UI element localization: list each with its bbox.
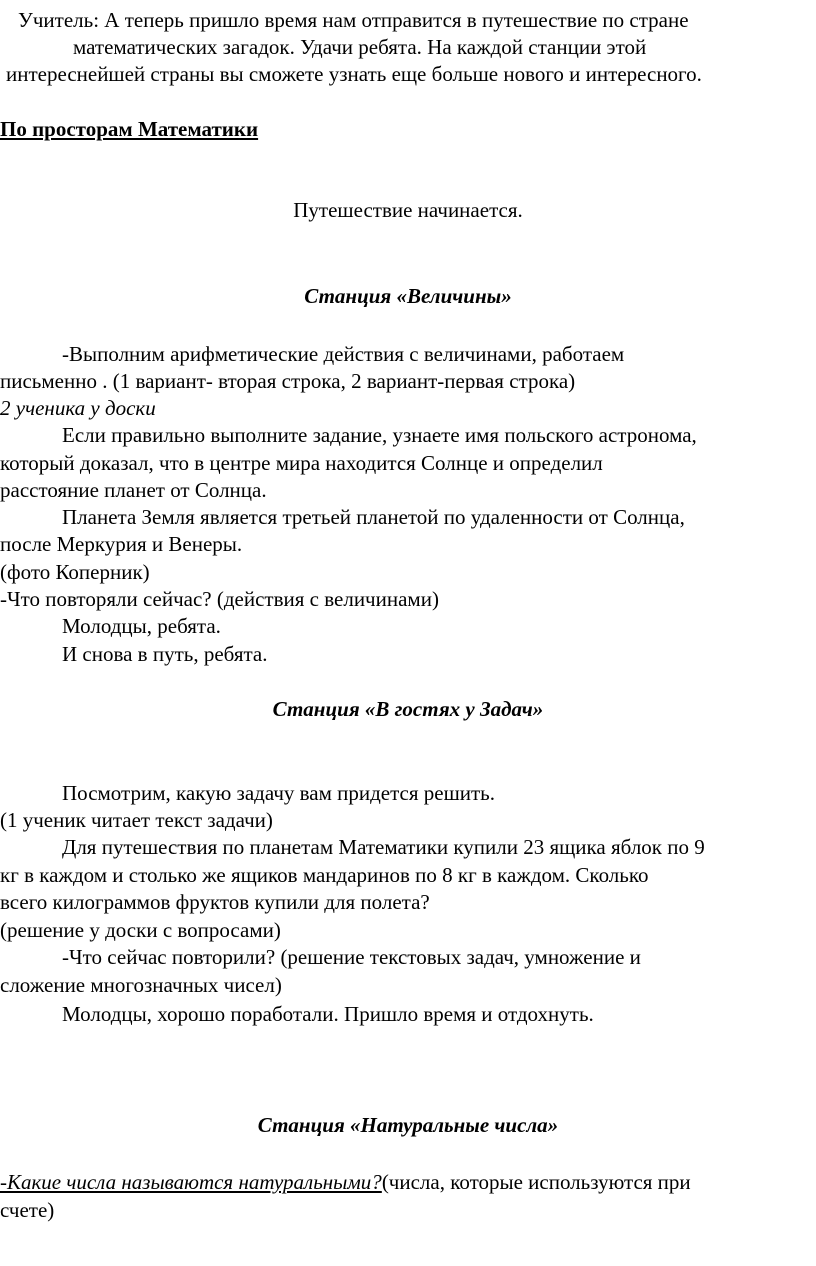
station-1-p2-line-1: Если правильно выполните задание, узнаете имя польского астронома, (62, 423, 697, 447)
station-3-question-italic: -Какие числа называются натуральными? (0, 1170, 382, 1194)
station-3-question-line-2: счете) (0, 1198, 55, 1222)
intro-line-2: математических загадок. Удачи ребята. На каждой станции этой (73, 35, 647, 59)
station-1-note: 2 ученика у доски (0, 396, 156, 420)
station-2-title: Станция «В гостях у Задач» (272, 697, 544, 721)
intro-line-1: Учитель: А теперь пришло время нам отправится в путешествие по стране (18, 8, 689, 32)
station-1-p1-line-1: -Выполним арифметические действия с величинами, работаем (62, 342, 625, 366)
station-3-question-line-1 (0, 1168, 691, 1196)
station-2-p1: Посмотрим, какую задачу вам придется решить. (62, 781, 496, 805)
station-2-task-line-1: Для путешествия по планетам Математики купили 23 ящика яблок по 9 (62, 835, 705, 859)
station-1-p2-line-3: расстояние планет от Солнца. (0, 478, 267, 502)
station-3-question-answer: (числа, которые используются при (381, 1170, 691, 1194)
station-2-solution: (решение у доски с вопросами) (0, 918, 281, 942)
station-1-praise: Молодцы, ребята. (62, 614, 221, 638)
station-1-p1-line-2: письменно . (1 вариант- вторая строка, 2 вариант-первая строка) (0, 369, 576, 393)
station-1-p3-line-2: после Меркурия и Венеры. (0, 532, 243, 556)
station-1-p3-line-1: Планета Земля является третьей планетой по удаленности от Солнца, (62, 505, 685, 529)
station-1-title: Станция «Величины» (304, 284, 512, 308)
station-2-reader: (1 ученик читает текст задачи) (0, 808, 273, 832)
journey-start: Путешествие начинается. (293, 198, 523, 222)
intro-line-3: интереснейшей страны вы сможете узнать еще больше нового и интересного. (6, 62, 702, 86)
station-1-again: И снова в путь, ребята. (62, 642, 268, 666)
station-1-p2-line-2: который доказал, что в центре мира находится Солнце и определил (0, 451, 603, 475)
station-1-photo: (фото Коперник) (0, 560, 150, 584)
section-heading: По просторам Математики (0, 117, 259, 141)
station-2-question-line-1: -Что сейчас повторили? (решение текстовых задач, умножение и (62, 945, 641, 969)
station-3-title: Станция «Натуральные числа» (257, 1113, 559, 1137)
station-2-task-line-3: всего килограммов фруктов купили для полета? (0, 890, 430, 914)
station-2-end: Молодцы, хорошо поработали. Пришло время и отдохнуть. (62, 1002, 594, 1026)
station-2-question-line-2: сложение многозначных чисел) (0, 973, 282, 997)
station-2-task-line-2: кг в каждом и столько же ящиков мандаринов по 8 кг в каждом. Сколько (0, 863, 649, 887)
station-1-question: -Что повторяли сейчас? (действия с величинами) (0, 587, 439, 611)
